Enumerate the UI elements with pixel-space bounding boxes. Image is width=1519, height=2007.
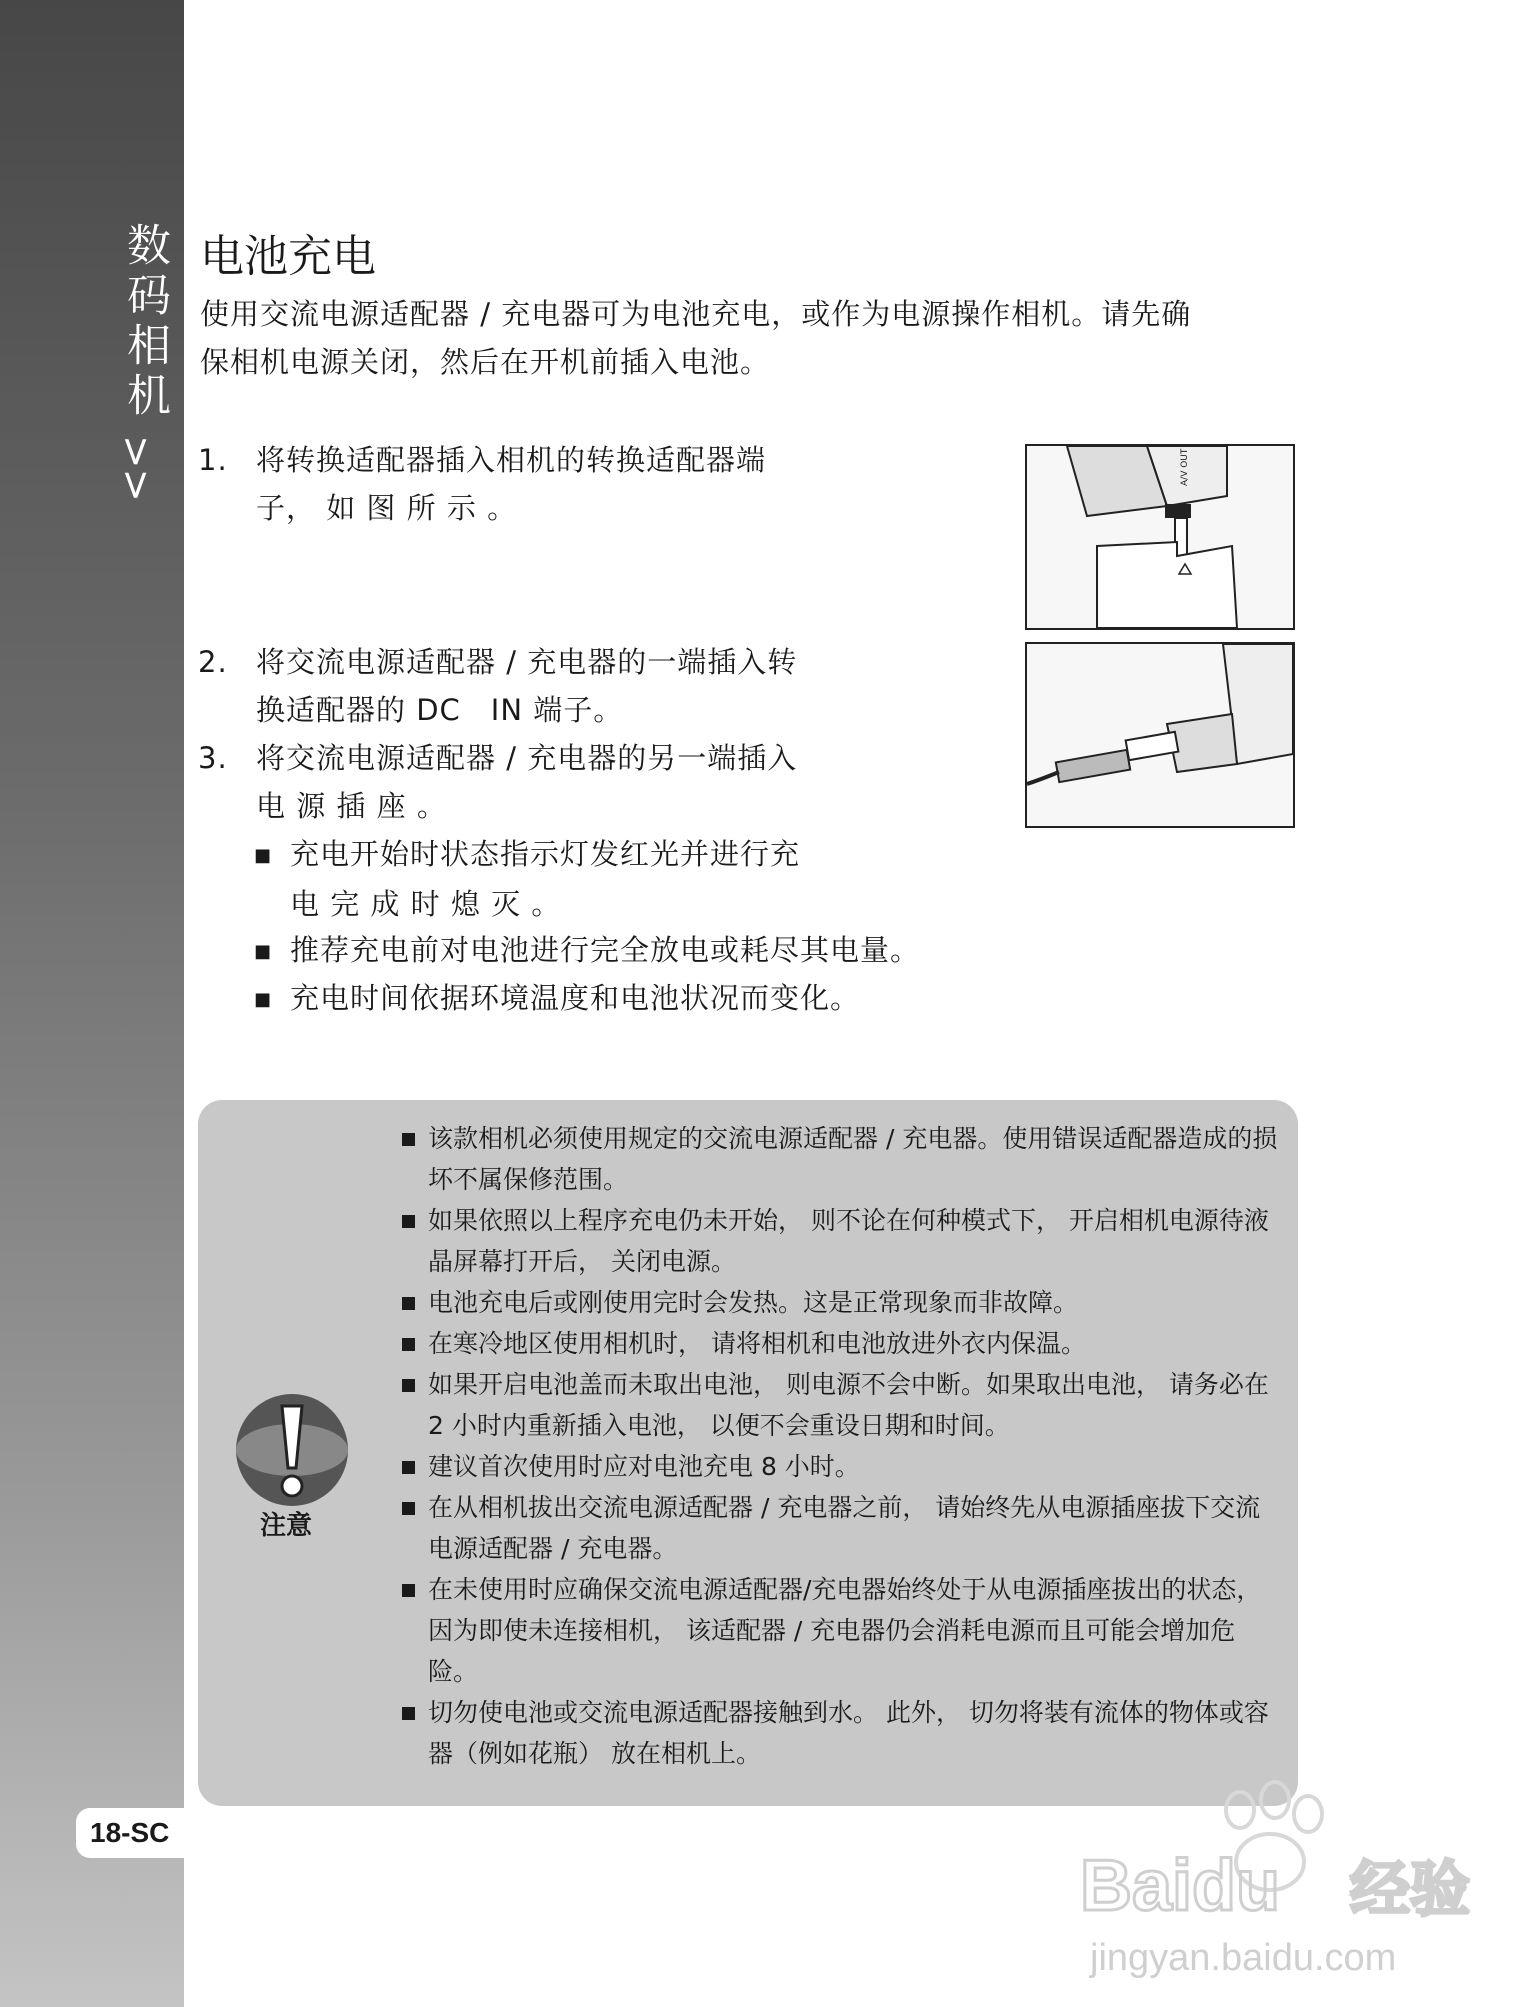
caution-item: 如果依照以上程序充电仍未开始， 则不论在何种模式下， 开启相机电源待液晶屏幕打开后， 关闭电源。	[400, 1200, 1280, 1282]
bullet-text: 推荐充电前对电池进行完全放电或耗尽其电量。	[290, 933, 921, 967]
figure-adapter-insert	[1025, 444, 1295, 630]
caution-item: 电池充电后或刚使用完时会发热。这是正常现象而非故障。	[400, 1282, 1280, 1323]
bullet-item	[254, 830, 1054, 928]
square-bullet-icon: ■	[254, 845, 273, 866]
bullet-item	[254, 974, 1054, 1024]
port-label: A/V OUT	[1180, 448, 1190, 486]
watermark-sub: 经验	[1350, 1855, 1470, 1925]
figure-cable-connect	[1025, 642, 1295, 828]
step-number: 3.	[198, 741, 228, 775]
bullet-text: 充电开始时状态指示灯发红光并进行充	[290, 837, 801, 871]
section-label: 数码相机	[119, 222, 170, 422]
page-title: 电池充电	[200, 231, 376, 282]
step-2	[198, 638, 858, 734]
caution-item: 该款相机必须使用规定的交流电源适配器 / 充电器。使用错误适配器造成的损坏不属保修范围。	[400, 1118, 1280, 1200]
square-bullet-icon: ■	[254, 989, 273, 1010]
step-text: 将交流电源适配器 / 充电器的一端插入转	[256, 645, 798, 679]
step-text: 电 源 插 座 。	[256, 789, 447, 823]
bullet-text: 电 完 成 时 熄 灭 。	[290, 887, 562, 921]
watermark-brand: Baidu	[1080, 1846, 1281, 1926]
step-number: 2.	[198, 645, 228, 679]
bullet-item	[254, 926, 1054, 976]
caution-item: 在未使用时应确保交流电源适配器/充电器始终处于从电源插座拔出的状态， 因为即使未连接相机， 该适配器 / 充电器仍会消耗电源而且可能会增加危险。	[400, 1569, 1280, 1692]
caution-label: 注意	[260, 1511, 313, 1541]
baidu-watermark-logo	[1070, 1770, 1510, 2000]
step-3	[198, 734, 858, 830]
step-text: 将转换适配器插入相机的转换适配器端	[256, 443, 767, 477]
caution-item: 在寒冷地区使用相机时， 请将相机和电池放进外衣内保温。	[400, 1323, 1280, 1364]
caution-item: 在从相机拔出交流电源适配器 / 充电器之前， 请始终先从电源插座拔下交流电源适配器 / 充电器。	[400, 1487, 1280, 1569]
caution-item: 建议首次使用时应对电池充电 8 小时。	[400, 1446, 1280, 1487]
caution-item: 切勿使电池或交流电源适配器接触到水。 此外， 切勿将装有流体的物体或容器（例如花瓶） 放在相机上。	[400, 1692, 1280, 1774]
intro-paragraph	[200, 290, 1320, 386]
step-text: 子， 如 图 所 示 。	[256, 491, 518, 525]
step-text: 换适配器的 DC IN 端子。	[256, 693, 624, 727]
adapter-cable-illustration	[1027, 644, 1293, 826]
chevron-icon: >>	[113, 435, 159, 503]
step-number: 1.	[198, 443, 228, 477]
intro-line: 使用交流电源适配器 / 充电器可为电池充电，或作为电源操作相机。请先确	[200, 297, 1192, 331]
caution-list	[400, 1118, 1280, 1774]
step-text: 将交流电源适配器 / 充电器的另一端插入	[256, 741, 798, 775]
square-bullet-icon: ■	[254, 941, 273, 962]
bullet-text: 充电时间依据环境温度和电池状况而变化。	[290, 981, 861, 1015]
step-1	[198, 436, 858, 532]
intro-line: 保相机电源关闭，然后在开机前插入电池。	[200, 345, 771, 379]
warning-exclamation-icon	[232, 1390, 352, 1510]
caution-item: 如果开启电池盖而未取出电池， 则电源不会中断。如果取出电池， 请务必在 2 小时内重新插入电池， 以便不会重设日期和时间。	[400, 1364, 1280, 1446]
page-number: 18-SC	[76, 1808, 188, 1858]
camera-port-illustration	[1027, 446, 1293, 628]
watermark-url: jingyan.baidu.com	[1090, 1937, 1397, 1979]
